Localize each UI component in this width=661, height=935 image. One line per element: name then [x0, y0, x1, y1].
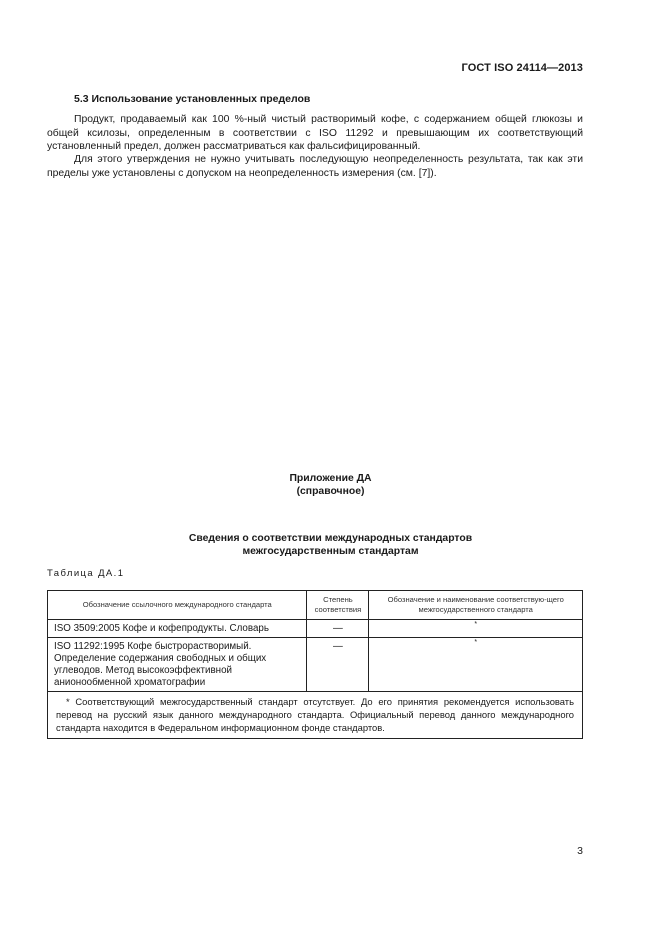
annex-subtitle: (справочное) [296, 486, 365, 497]
table-header-row [48, 591, 583, 620]
cell-interstate: * [369, 620, 583, 638]
table-row [48, 638, 583, 692]
cell-degree: — [307, 620, 369, 638]
cell-interstate: * [369, 638, 583, 692]
annex-heading-line-1: Сведения о соответствии международных стандартов [188, 533, 473, 544]
paragraph-1 [47, 113, 583, 154]
annex-title: Приложение ДА [289, 473, 372, 484]
section-title: 5.3 Использование установленных пределов [74, 93, 311, 105]
annex-heading-line-2: межгосударственным стандартам [242, 545, 419, 557]
document-id: ГОСТ ISO 24114—2013 [461, 62, 583, 74]
cell-degree: — [307, 638, 369, 692]
paragraph-1-text: Продукт, продаваемый как 100 %-ный чистый растворимый кофе, с содержанием общей глюкозы и общей ксилозы, определенным в соответствии с ISO 11292 и превышающим их соответствующий установленный предел, должен рассматриваться как фальсифицированный. [47, 114, 583, 153]
cell-standard: ISO 3509:2005 Кофе и кофепродукты. Словарь [48, 620, 307, 638]
table-footnote-text: * Соответствующий межгосударственный стандарт отсутствует. До его принятия рекомендуется использовать перевод на русский язык данного международного стандарта. Официальный перевод данного международного стандарта находится в Федеральном информационном фонде стандартов. [56, 696, 574, 733]
header-degree: Степень соответствия [307, 591, 369, 620]
header-interstate-standard: Обозначение и наименование соответствую-щего межгосударственного стандарта [369, 591, 583, 620]
table-label: Таблица ДА.1 [47, 568, 125, 579]
table-footnote-row [48, 692, 583, 739]
table-footnote [48, 692, 583, 739]
header-reference-standard: Обозначение ссылочного международного стандарта [48, 591, 307, 620]
correspondence-table [47, 590, 583, 739]
cell-standard: ISO 11292:1995 Кофе быстрорастворимый. Определение содержания свободных и общих углеводов. Метод высокоэффективной анионообменной хроматографии [48, 638, 307, 692]
paragraph-2 [47, 153, 583, 180]
page-number: 3 [577, 845, 583, 857]
annex-heading [0, 533, 661, 558]
table-row [48, 620, 583, 638]
paragraph-2-text: Для этого утверждения не нужно учитывать последующую неопределенность результата, так как эти пределы уже установлены с допуском на неопределенность измерения (см. [7]). [47, 154, 583, 179]
